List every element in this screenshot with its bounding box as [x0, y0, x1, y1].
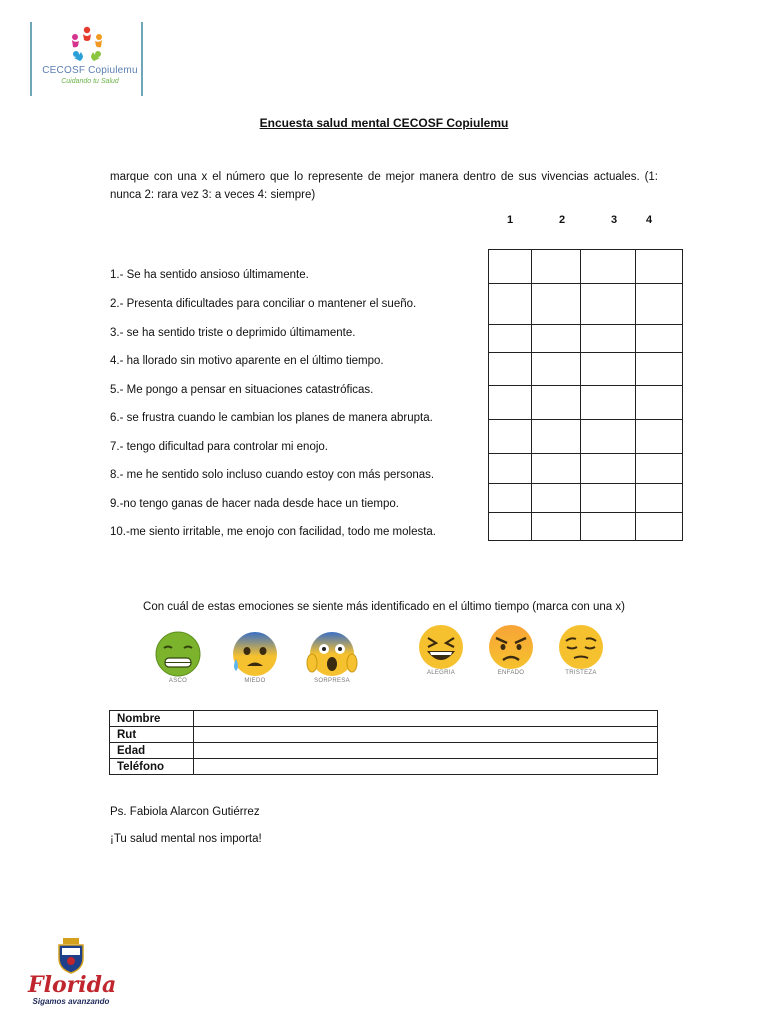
fear-face-icon [225, 631, 285, 681]
scale-header-1: 1 [506, 214, 514, 226]
answer-cell[interactable] [581, 484, 636, 513]
answer-cell[interactable] [636, 284, 683, 325]
angry-face-icon [481, 624, 541, 674]
emotion-disgust[interactable] [148, 631, 208, 687]
answer-row-1 [489, 250, 683, 284]
info-label: Rut [110, 727, 194, 743]
info-label: Teléfono [110, 759, 194, 775]
florida-logo [28, 938, 117, 1010]
answer-cell[interactable] [532, 353, 581, 386]
answer-row-6 [489, 420, 683, 454]
scale-header-3: 3 [610, 214, 618, 226]
info-label: Nombre [110, 711, 194, 727]
emotion-label-disgust: ASCO [168, 678, 188, 684]
logo-brand-text: CECOSF Copiulemu [42, 65, 138, 76]
question-7: 7.- tengo dificultad para controlar mi enojo. [110, 441, 328, 453]
answer-cell[interactable] [489, 353, 532, 386]
instructions: marque con una x el número que lo represente de mejor manera dentro de sus vivencias actuales. (1: nunca 2: rara vez 3: a veces 4: siempre) [110, 171, 658, 201]
answer-cell[interactable] [532, 420, 581, 454]
florida-tagline: Sigamos avanzando [32, 997, 110, 1006]
phone-field[interactable] [194, 759, 658, 775]
info-row-rut [110, 727, 658, 743]
disgust-face-icon [148, 631, 208, 681]
emotion-label-fear: MIEDO [244, 678, 266, 684]
florida-wordmark: Florida [28, 972, 117, 998]
answer-cell[interactable] [489, 513, 532, 541]
answer-cell[interactable] [532, 454, 581, 484]
answer-cell[interactable] [532, 513, 581, 541]
answer-cell[interactable] [636, 353, 683, 386]
question-2: 2.- Presenta dificultades para conciliar o mantener el sueño. [110, 298, 417, 310]
question-9: 9.-no tengo ganas de hacer nada desde hace un tiempo. [110, 498, 399, 510]
emotion-label-joy: ALEGRIA [426, 670, 456, 676]
rut-field[interactable] [194, 727, 658, 743]
emotion-label-anger: ENFADO [497, 670, 525, 676]
emotion-label-sadness: TRISTEZA [565, 670, 597, 676]
scale-header-2: 2 [558, 214, 566, 226]
question-6: 6.- se frustra cuando le cambian los planes de manera abrupta. [110, 412, 433, 424]
answer-cell[interactable] [489, 386, 532, 420]
answer-cell[interactable] [636, 484, 683, 513]
info-label: Edad [110, 743, 194, 759]
emotion-joy[interactable] [411, 624, 471, 680]
emotion-question: Con cuál de estas emociones se siente más identificado en el último tiempo (marca con una x) [143, 601, 625, 613]
answer-cell[interactable] [489, 454, 532, 484]
answer-cell[interactable] [581, 420, 636, 454]
answer-cell[interactable] [581, 284, 636, 325]
answer-cell[interactable] [581, 325, 636, 353]
emotion-label-surprise: SORPRESA [314, 678, 350, 684]
answer-cell[interactable] [489, 250, 532, 284]
info-row-phone [110, 759, 658, 775]
scale-header-4: 4 [645, 214, 653, 226]
motto: ¡Tu salud mental nos importa! [110, 833, 262, 845]
answer-row-7 [489, 454, 683, 484]
answer-row-8 [489, 484, 683, 513]
emotion-fear[interactable] [225, 631, 285, 687]
survey-title: Encuesta salud mental CECOSF Copiulemu [259, 116, 509, 130]
answer-cell[interactable] [581, 513, 636, 541]
question-5: 5.- Me pongo a pensar en situaciones catastróficas. [110, 384, 374, 396]
cecosf-logo [30, 20, 144, 96]
coat-of-arms-icon [55, 938, 87, 974]
answer-cell[interactable] [489, 325, 532, 353]
answer-cell[interactable] [636, 513, 683, 541]
question-10: 10.-me siento irritable, me enojo con facilidad, todo me molesta. [110, 526, 436, 538]
signature: Ps. Fabiola Alarcon Gutiérrez [110, 806, 260, 818]
logo-tagline: Cuidando tu Salud [61, 78, 119, 85]
sad-face-icon [551, 624, 611, 674]
personal-info-table [109, 710, 658, 775]
joy-face-icon [411, 624, 471, 674]
answer-cell[interactable] [581, 386, 636, 420]
info-row-age [110, 743, 658, 759]
answer-cell[interactable] [489, 484, 532, 513]
answer-cell[interactable] [532, 386, 581, 420]
answer-row-3 [489, 325, 683, 353]
answer-cell[interactable] [636, 454, 683, 484]
answer-cell[interactable] [532, 325, 581, 353]
surprise-face-icon [302, 631, 362, 681]
answer-cell[interactable] [581, 250, 636, 284]
answer-row-4 [489, 353, 683, 386]
answer-cell[interactable] [532, 284, 581, 325]
emotion-anger[interactable] [481, 624, 541, 680]
question-4: 4.- ha llorado sin motivo aparente en el último tiempo. [110, 355, 384, 367]
answer-grid [488, 249, 683, 541]
info-row-name [110, 711, 658, 727]
emotion-sadness[interactable] [551, 624, 611, 680]
question-1: 1.- Se ha sentido ansioso últimamente. [110, 269, 309, 281]
answer-cell[interactable] [636, 250, 683, 284]
answer-row-2 [489, 284, 683, 325]
question-8: 8.- me he sentido solo incluso cuando estoy con más personas. [110, 469, 435, 481]
answer-row-5 [489, 386, 683, 420]
answer-cell[interactable] [581, 353, 636, 386]
answer-cell[interactable] [636, 420, 683, 454]
logo-left-divider [30, 22, 32, 96]
answer-row-9 [489, 513, 683, 541]
emotion-surprise[interactable] [302, 631, 362, 687]
age-field[interactable] [194, 743, 658, 759]
answer-cell[interactable] [489, 284, 532, 325]
name-field[interactable] [194, 711, 658, 727]
people-circle-icon [66, 24, 108, 64]
question-3: 3.- se ha sentido triste o deprimido últimamente. [110, 327, 356, 339]
answer-cell[interactable] [532, 484, 581, 513]
answer-cell[interactable] [636, 386, 683, 420]
answer-cell[interactable] [489, 420, 532, 454]
answer-cell[interactable] [581, 454, 636, 484]
answer-cell[interactable] [636, 325, 683, 353]
answer-cell[interactable] [532, 250, 581, 284]
